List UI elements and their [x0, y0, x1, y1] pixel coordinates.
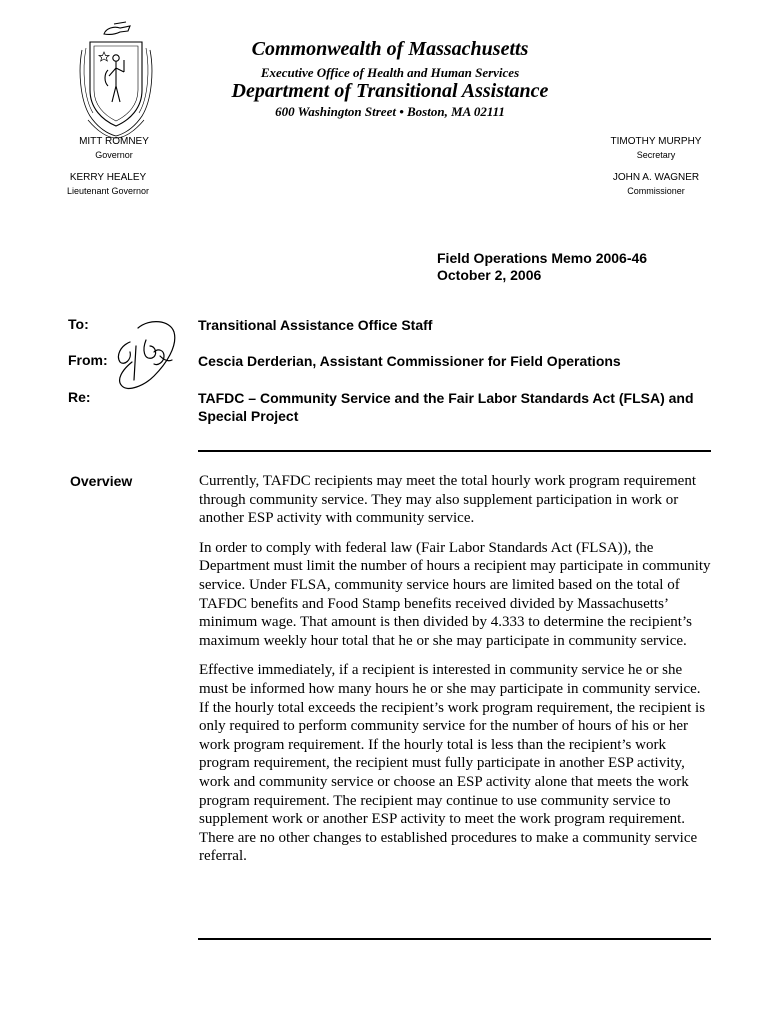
memo-date: October 2, 2006 — [437, 267, 542, 283]
to-recipient: Transitional Assistance Office Staff — [198, 317, 433, 333]
official-title: Governor — [95, 150, 133, 160]
memo-number: Field Operations Memo 2006-46 — [437, 250, 648, 266]
department-title: Department of Transitional Assistance — [231, 80, 549, 102]
official-name: KERRY HEALEY — [69, 172, 147, 183]
official-commissioner — [596, 172, 716, 198]
to-label: To: — [68, 316, 89, 332]
massachusetts-seal — [74, 20, 158, 140]
official-secretary — [596, 136, 716, 162]
official-name: JOHN A. WAGNER — [612, 172, 700, 183]
overview-heading: Overview — [70, 473, 133, 489]
official-name: TIMOTHY MURPHY — [610, 136, 702, 147]
commonwealth-title: Commonwealth of Massachusetts — [251, 38, 529, 60]
department-address: 600 Washington Street • Boston, MA 02111 — [275, 104, 505, 119]
official-lieutenant-governor — [58, 172, 158, 198]
official-name: MITT ROMNEY — [79, 136, 149, 147]
overview-paragraph: Effective immediately, if a recipient is interested in community service he or she must be informed how many hours he or she may participate in community service. If the hourly total exceeds the recipient’s work program requirement, the recipient is only required to perform community service for the number of hours of his or her work program requirement. If the hourly total is less than the recipient’s work program requirement, the recipient must fully participate in another ESP activity, work and community service or choose an ESP activity alone that meets the work program requirement. The recipient may continue to use community service to supplement work or another ESP activity to meet the work program requirement. There are no other changes to established procedures to make a community service referral. — [199, 662, 706, 865]
re-label: Re: — [68, 389, 91, 405]
from-sender: Cescia Derderian, Assistant Commissioner for Field Operations — [198, 353, 621, 369]
from-label: From: — [68, 352, 108, 368]
memo-identifier — [437, 250, 647, 284]
official-title: Lieutenant Governor — [66, 186, 150, 196]
official-title: Secretary — [636, 150, 676, 160]
overview-body — [199, 472, 711, 877]
re-subject: TAFDC – Community Service and the Fair Labor Standards Act (FLSA) and Special Project — [198, 390, 694, 424]
official-governor — [64, 136, 164, 162]
signature-initials — [108, 316, 180, 394]
section-divider-top — [198, 450, 711, 452]
official-title: Commissioner — [627, 186, 685, 196]
overview-paragraph: In order to comply with federal law (Fair Labor Standards Act (FLSA)), the Department must limit the number of hours a recipient may participate in community service. Under FLSA, community service hours are limited based on the total of TAFDC benefits and Food Stamp benefits received divided by Massachusetts’ minimum wage. That amount is then divided by 4.333 to determine the recipient’s maximum weekly hour total that he or she may participate in community service. — [199, 539, 711, 649]
executive-office-line: Executive Office of Health and Human Services — [260, 65, 520, 80]
overview-paragraph: Currently, TAFDC recipients may meet the total hourly work program requirement through community service. They may also supplement participation in work or another ESP activity with community service. — [199, 473, 697, 527]
section-divider-bottom — [198, 938, 711, 940]
